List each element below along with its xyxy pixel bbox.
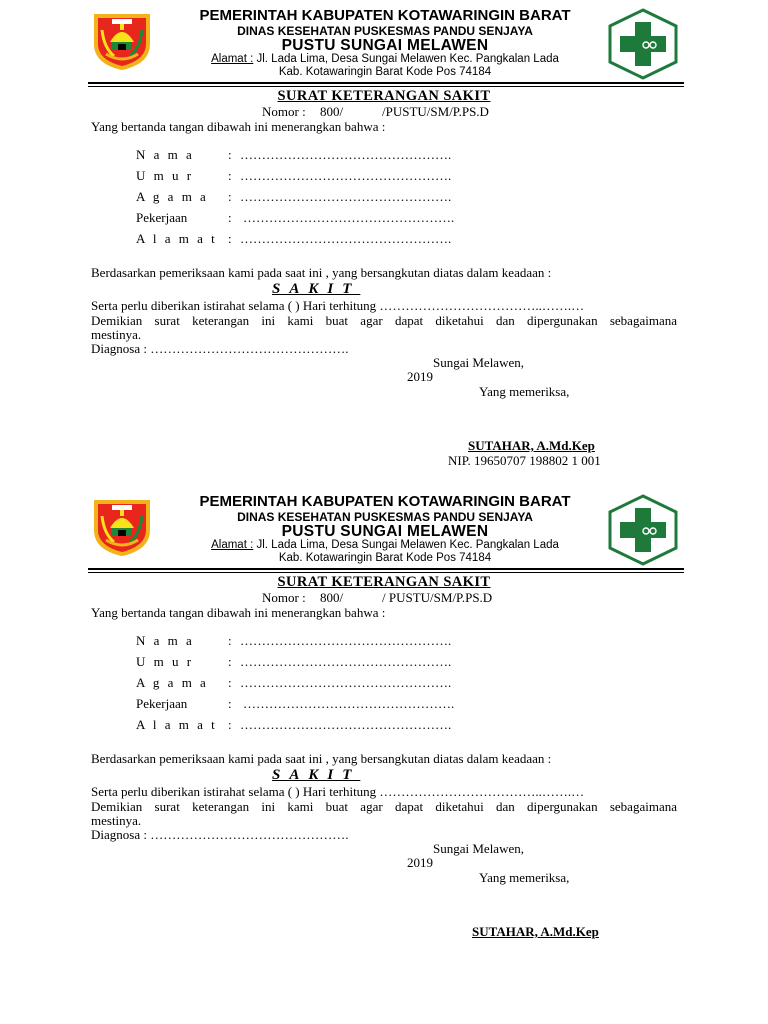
field-label-agama: A g a m a [136, 189, 209, 204]
intro-text: Yang bertanda tangan dibawah ini menerangkan bahwa : [91, 119, 386, 134]
rest-line: Serta perlu diberikan istirahat selama ( ) Hari terhitung ………………………………..…….… [91, 298, 585, 313]
field-label-alamat: A l a m a t [136, 717, 218, 732]
letter-2 [0, 486, 768, 972]
field-sep: : [228, 231, 232, 246]
header-address [180, 539, 590, 551]
sign-place: Sungai Melawen, [433, 355, 524, 370]
field-value-pekerjaan[interactable]: …………………………………………. [243, 210, 455, 225]
field-value-agama[interactable]: …………………………………………. [240, 675, 452, 690]
field-label-agama: A g a m a [136, 675, 209, 690]
field-sep: : [228, 189, 232, 204]
address-label: Alamat : [211, 53, 254, 65]
result-intro: Berdasarkan pemeriksaan kami pada saat ini , yang bersangkutan diatas dalam keadaan : [91, 265, 552, 280]
address-label: Alamat : [211, 539, 254, 551]
field-value-agama[interactable]: …………………………………………. [240, 189, 452, 204]
sign-examiner: Yang memeriksa, [479, 870, 570, 885]
field-value-nama[interactable]: …………………………………………. [240, 147, 452, 162]
closing-text-2: mestinya. [91, 813, 142, 828]
signer-nip: NIP. 19650707 198802 1 001 [448, 453, 601, 468]
address-rest: Jl. Lada Lima, Desa Sungai Melawen Kec. Pangkalan Lada [253, 539, 559, 551]
diagnosa: Diagnosa : ………………………………………. [91, 827, 349, 842]
field-value-pekerjaan[interactable]: …………………………………………. [243, 696, 455, 711]
header-line2: DINAS KESEHATAN PUSKESMAS PANDU SENJAYA [237, 510, 533, 524]
header-address [180, 53, 590, 65]
field-label-pekerjaan: Pekerjaan [136, 696, 188, 711]
field-sep: : [228, 147, 232, 162]
field-label-umur: U m u r [136, 654, 194, 669]
nomor-value: 800/ [320, 590, 344, 605]
field-value-alamat[interactable]: …………………………………………. [240, 231, 452, 246]
nomor-label: Nomor : [262, 104, 306, 119]
field-value-alamat[interactable]: …………………………………………. [240, 717, 452, 732]
field-label-nama: N a m a [136, 633, 195, 648]
header-rule-thick [88, 568, 684, 570]
green-cross-health-icon [608, 8, 678, 80]
status-sakit: SAKIT [272, 281, 361, 297]
header-line3: PUSTU SUNGAI MELAWEN [281, 523, 489, 540]
status-sakit: SAKIT [272, 767, 361, 783]
field-sep: : [228, 168, 232, 183]
header-address-line2: Kab. Kotawaringin Barat Kode Pos 74184 [278, 552, 492, 564]
field-sep: : [228, 717, 232, 732]
field-sep: : [228, 675, 232, 690]
sign-year: 2019 [407, 369, 433, 384]
green-cross-health-icon [608, 494, 678, 566]
intro-text: Yang bertanda tangan dibawah ini menerangkan bahwa : [91, 605, 386, 620]
header-rule-thick [88, 82, 684, 84]
field-label-pekerjaan: Pekerjaan [136, 210, 188, 225]
diagnosa: Diagnosa : ………………………………………. [91, 341, 349, 356]
header-rule-thin [88, 86, 684, 87]
regency-coat-of-arms-icon [90, 494, 154, 558]
nomor-suffix: /PUSTU/SM/P.PS.D [382, 104, 489, 119]
field-sep: : [228, 654, 232, 669]
header-line3: PUSTU SUNGAI MELAWEN [281, 37, 489, 54]
signer-name: SUTAHAR, A.Md.Kep [468, 438, 595, 453]
field-label-alamat: A l a m a t [136, 231, 218, 246]
header-line1: PEMERINTAH KABUPATEN KOTAWARINGIN BARAT [199, 493, 571, 510]
sign-year: 2019 [407, 855, 433, 870]
field-value-umur[interactable]: …………………………………………. [240, 168, 452, 183]
nomor-value: 800/ [320, 104, 344, 119]
closing-text: Demikian surat keterangan ini kami buat agar dapat diketahui dan dipergunakan sebagaimana [91, 799, 677, 814]
sign-examiner: Yang memeriksa, [479, 384, 570, 399]
field-label-umur: U m u r [136, 168, 194, 183]
header-line1: PEMERINTAH KABUPATEN KOTAWARINGIN BARAT [199, 7, 571, 24]
address-rest: Jl. Lada Lima, Desa Sungai Melawen Kec. Pangkalan Lada [253, 53, 559, 65]
sign-place: Sungai Melawen, [433, 841, 524, 856]
nomor-suffix: / PUSTU/SM/P.PS.D [382, 590, 493, 605]
signer-name: SUTAHAR, A.Md.Kep [472, 924, 599, 939]
header-rule-thin [88, 572, 684, 573]
header-address-line2: Kab. Kotawaringin Barat Kode Pos 74184 [278, 66, 492, 78]
result-intro: Berdasarkan pemeriksaan kami pada saat ini , yang bersangkutan diatas dalam keadaan : [91, 751, 552, 766]
field-sep: : [228, 633, 232, 648]
nomor-label: Nomor : [262, 590, 306, 605]
field-sep: : [228, 210, 232, 225]
letter-title: SURAT KETERANGAN SAKIT [277, 88, 491, 104]
field-sep: : [228, 696, 232, 711]
regency-coat-of-arms-icon [90, 8, 154, 72]
letter-title: SURAT KETERANGAN SAKIT [277, 574, 491, 590]
closing-text: Demikian surat keterangan ini kami buat agar dapat diketahui dan dipergunakan sebagaimana [91, 313, 677, 328]
rest-line: Serta perlu diberikan istirahat selama ( ) Hari terhitung ………………………………..…….… [91, 784, 585, 799]
field-label-nama: N a m a [136, 147, 195, 162]
letter-1 [0, 0, 768, 486]
field-value-nama[interactable]: …………………………………………. [240, 633, 452, 648]
header-line2: DINAS KESEHATAN PUSKESMAS PANDU SENJAYA [237, 24, 533, 38]
closing-text-2: mestinya. [91, 327, 142, 342]
field-value-umur[interactable]: …………………………………………. [240, 654, 452, 669]
